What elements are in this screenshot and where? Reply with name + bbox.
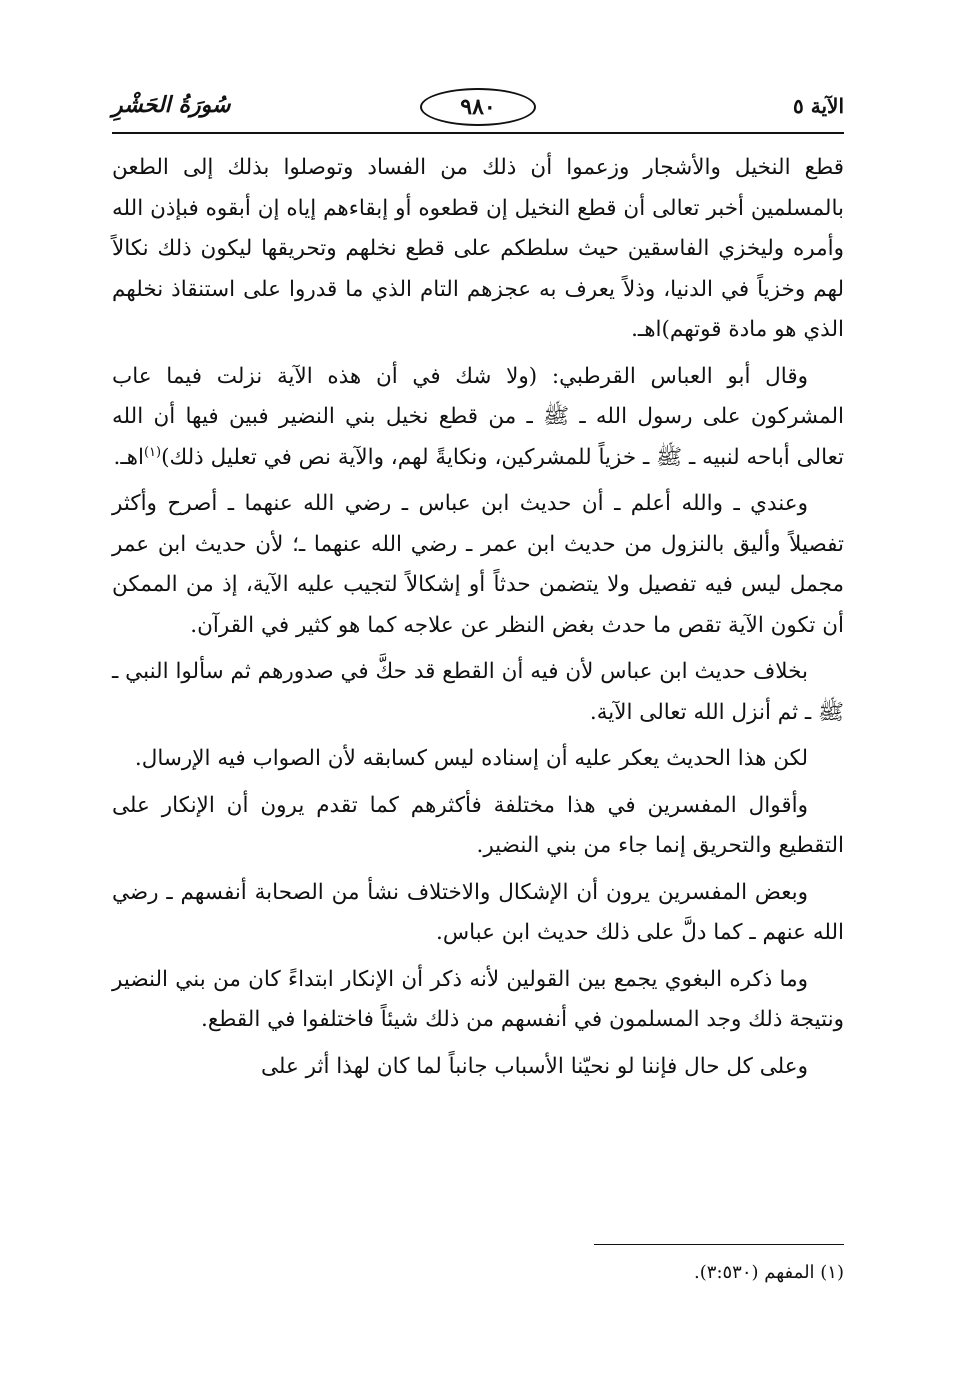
paragraph-3: وعندي ـ والله أعلم ـ أن حديث ابن عباس ـ رضي الله عنهما ـ أصرح وأكثر تفصيلاً وأليق بالنزول من حديث ابن عمر ـ رضي الله عنهما ـ؛ لأن حديث ابن عمر مجمل ليس فيه تفصيل ولا يتضمن حدثاً أو إشكالاً لتجيب عليه الآية، إذ من الممكن أن تكون الآية تقص ما حدث بغض النظر عن علاجه كما هو كثير في القرآن. (112, 491, 844, 638)
header-divider (112, 132, 844, 134)
footnote: (١) المفهم (٣:٥٣٠). (694, 1262, 844, 1283)
footnote-divider (594, 1244, 844, 1245)
verse-label: الآية ٥ (793, 94, 844, 118)
page-number: ٩٨٠ (420, 88, 536, 126)
main-text (112, 148, 844, 1093)
paragraph-8: وما ذكره البغوي يجمع بين القولين لأنه ذكر أن الإنكار ابتداءً كان من بني النضير ونتيجة ذلك وجد المسلمون في أنفسهم من ذلك شيئاً فاختلفوا في القطع. (112, 966, 844, 1032)
paragraph-5: لكن هذا الحديث يعكر عليه أن إسناده ليس كسابقه لأن الصواب فيه الإرسال. (134, 746, 808, 771)
paragraph-1: قطع النخيل والأشجار وزعموا أن ذلك من الفساد وتوصلوا بذلك إلى الطعن بالمسلمين أخبر تعالى أن قطع النخيل إن قطعوه أو إبقاءهم إياه إن أبقوه فبإذن الله وأمره وليخزي الفاسقين حيث سلطكم على قطع نخلهم وتحريقها ليكون ذلك نكالاً لهم وخزياً في الدنيا، وذلاً يعرف به عجزهم التام الذي ما قدروا على استنقاذ نخلهم الذي هو مادة قوتهم)اهـ. (112, 155, 844, 342)
paragraph-7: وبعض المفسرين يرون أن الإشكال والاختلاف نشأ من الصحابة أنفسهم ـ رضي الله عنهم ـ كما دلَّ على ذلك حديث ابن عباس. (112, 879, 844, 945)
paragraph-6: وأقوال المفسرين في هذا مختلفة فأكثرهم كما تقدم يرون أن الإنكار على التقطيع والتحريق إنما جاء من بني النضير. (112, 792, 844, 858)
paragraph-2-tail: اهـ. (113, 444, 144, 470)
surah-title: سُورَةُ الحَشْرِ (112, 92, 231, 118)
paragraph-2 (112, 357, 844, 479)
page-header (112, 88, 844, 128)
paragraph-2-text: وقال أبو العباس القرطبي: (ولا شك في أن هذه الآية نزلت فيما عاب المشركون على رسول الله ـ ﷺ ـ من قطع نخيل بني النضير فبين فيها أن الله تعالى أباحه لنبيه ـ ﷺ ـ خزياً للمشركين، ونكايةً لهم، والآية نص في تعليل ذلك) (112, 363, 844, 470)
paragraph-9: وعلى كل حال فإننا لو نحيّنا الأسباب جانباً لما كان لهذا أثر على (260, 1053, 808, 1079)
paragraph-4: بخلاف حديث ابن عباس لأن فيه أن القطع قد حكَّ في صدورهم ثم سألوا النبي ـ ﷺ ـ ثم أنزل الله تعالى الآية. (112, 659, 844, 725)
footnote-marker: (١) (143, 444, 162, 460)
